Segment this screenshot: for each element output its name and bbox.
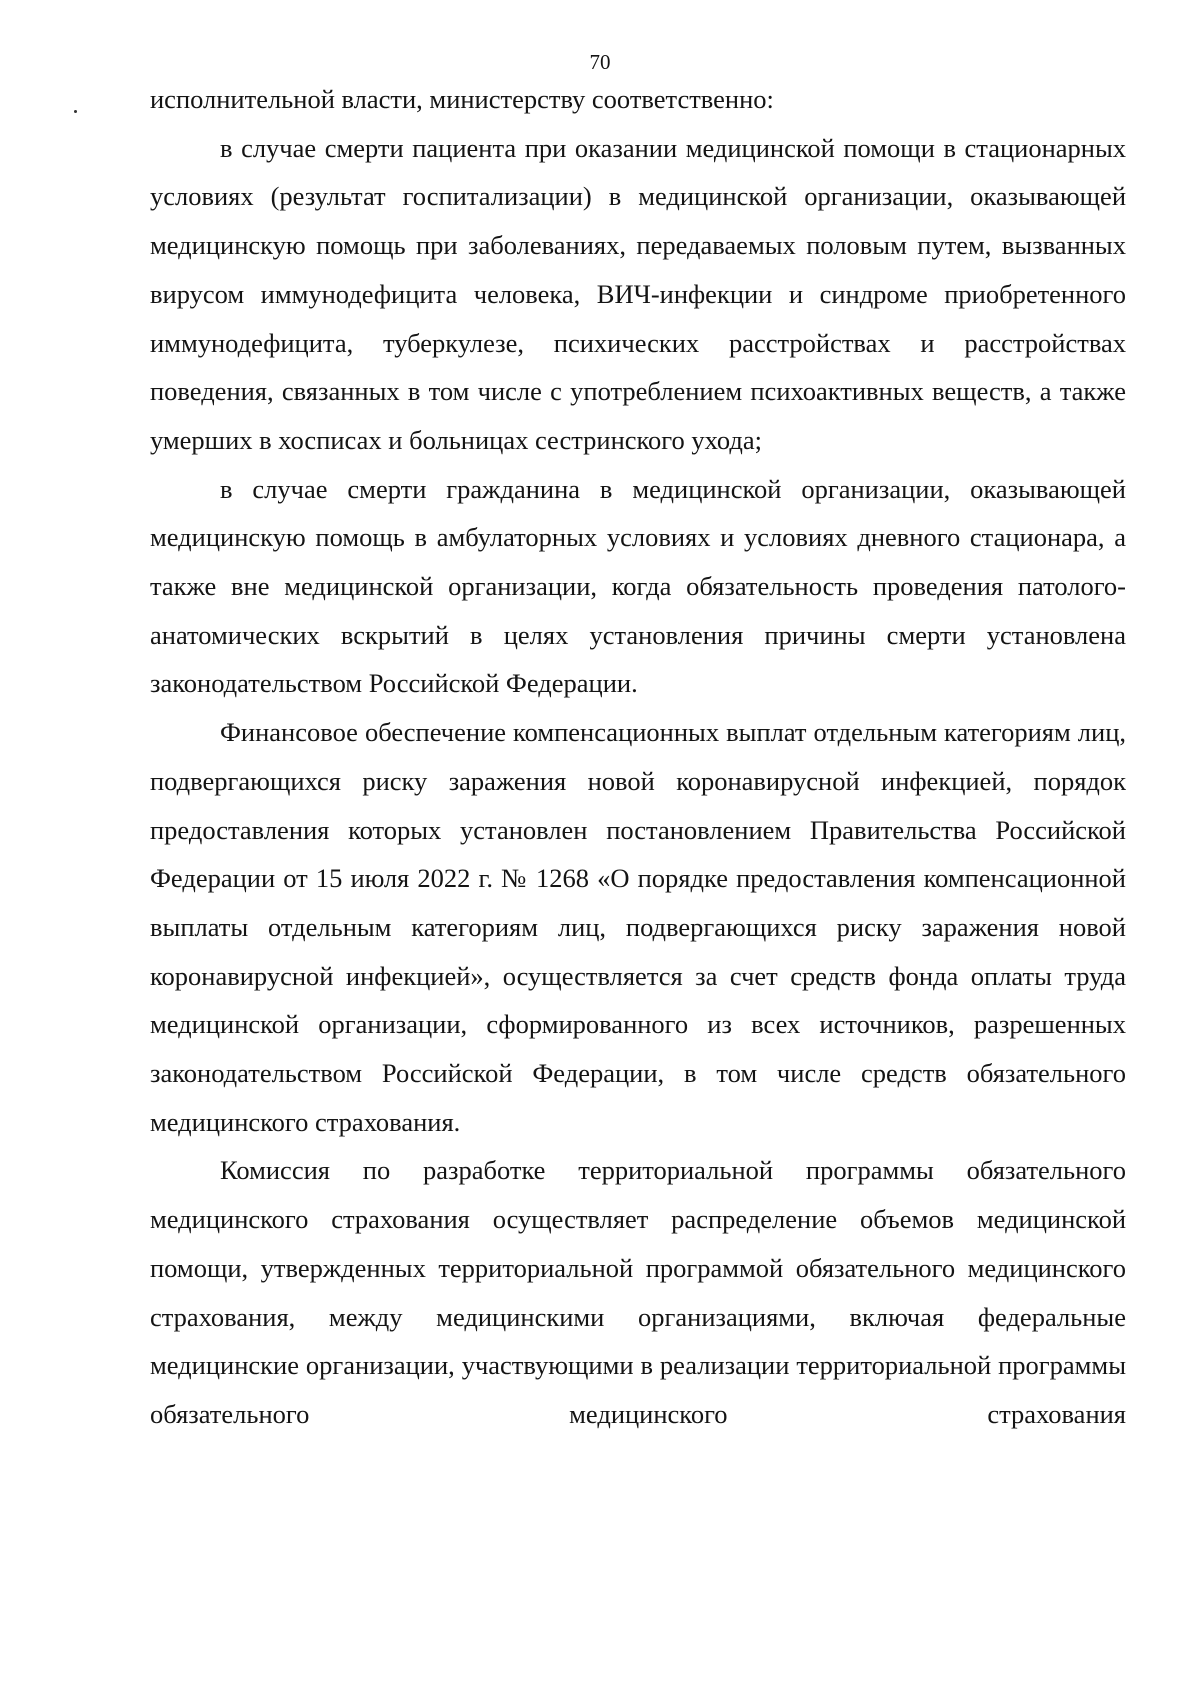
paragraph-compensation-funding: Финансовое обеспечение компенсационных выплат отдельным категориям лиц, подвергающихся риску заражения новой коронавирусной инфекцией, порядок предоставления которых установлен постановлением Правительства Российской Федерации от 15 июля 2022 г. № 1268 «О порядке предоставления компенсационной выплаты отдельным категориям лиц, подвергающихся риску заражения новой коронавирусной инфекцией», осуществляется за счет средств фонда оплаты труда медицинской организации, сформированного из всех источников, разрешенных законодательством Российской Федерации, в том числе средств обязательного медицинского страхования. [150,717,1126,1137]
paragraph-outpatient-death: в случае смерти гражданина в медицинской организации, оказывающей медицинскую помощь в амбулаторных условиях и условиях дневного стационара, а также вне медицинской организации, когда обязательность проведения патолого-анатомических вскрытий в целях установления причины смерти установлена законодательством Российской Федерации. [150,473,1126,699]
paragraph-continuation: исполнительной власти, министерству соответственно: [150,84,774,114]
scan-speck [74,110,77,113]
paragraph-commission: Комиссия по разработке территориальной программы обязательного медицинского страхования осуществляет распределение объемов медицинской помощи, утвержденных территориальной программой обязательного медицинского страхования, между медицинскими организациями, включая федеральные медицинские организации, участвующими в реализации территориальной программы обязательного медицинского страхования [150,1155,1126,1429]
paragraph-hospital-death: в случае смерти пациента при оказании медицинской помощи в стационарных условиях (результат госпитализации) в медицинской организации, оказывающей медицинскую помощь при заболеваниях, передаваемых половым путем, вызванных вирусом иммунодефицита человека, ВИЧ-инфекции и синдроме приобретенного иммунодефицита, туберкулезе, психических расстройствах и расстройствах поведения, связанных в том числе с употреблением психоактивных веществ, а также умерших в хосписах и больницах сестринского ухода; [150,132,1126,455]
page-number: 70 [589,50,611,74]
body-text [150,75,1126,1439]
